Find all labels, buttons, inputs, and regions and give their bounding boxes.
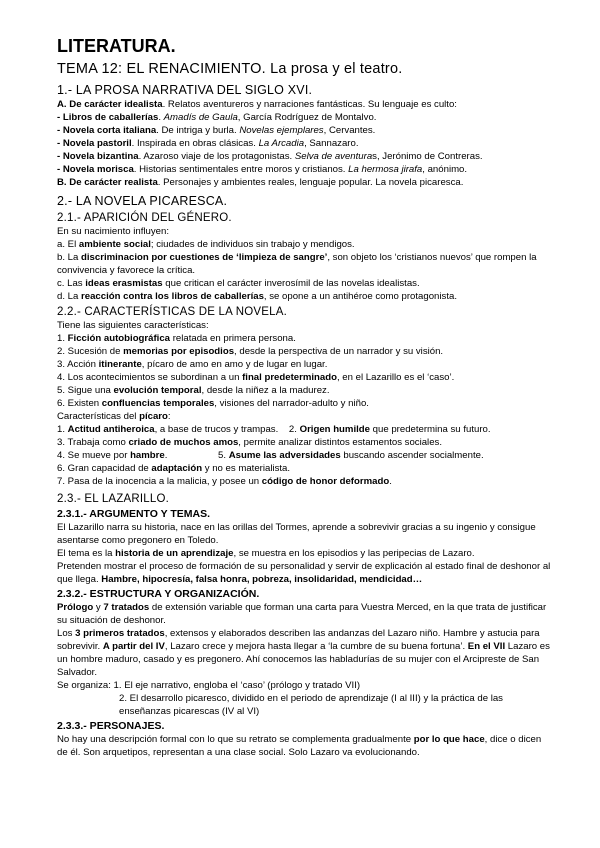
section-1-heading: 1.- LA PROSA NARRATIVA DEL SIGLO XVI. <box>57 83 313 97</box>
list-item: - Novela pastoril. Inspirada en obras clásicas. La Arcadia, Sannazaro. <box>57 138 359 149</box>
list-item: 4. Se mueve por hambre. 5. Asume las adversidades buscando ascender socialmente. <box>57 450 484 461</box>
section-2-2-heading: 2.2.- CARACTERÍSTICAS DE LA NOVELA. <box>57 306 288 318</box>
paragraph: El Lazarillo narra su historia, nace en las orillas del Tormes, aprende a sobrevivir gracias a su ingenio y consigue asentarse como pregonero en Toledo. <box>57 522 536 546</box>
section-2-heading: 2.- LA NOVELA PICARESCA. <box>57 194 228 208</box>
list-item: 4. Los acontecimientos se subordinan a un final predeterminado, en el Lazarillo es el ‘caso’. <box>57 372 455 383</box>
page-subtitle: TEMA 12: EL RENACIMIENTO. La prosa y el teatro. <box>57 61 403 77</box>
section-2-3-heading: 2.3.- EL LAZARILLO. <box>57 493 170 505</box>
list-item: 7. Pasa de la inocencia a la malicia, y posee un código de honor deformado. <box>57 476 392 487</box>
paragraph: No hay una descripción formal con lo que su retrato se complementa gradualmente por lo que hace, dice o dicen de él. Son arquetipos, representan a una clase social. Solo Lazaro va evolucionando. <box>57 734 542 758</box>
paragraph: El tema es la historia de un aprendizaje, se muestra en los episodios y las peripecias de Lazaro. <box>57 548 475 559</box>
list-item: c. Las ideas erasmistas que critican el carácter inverosímil de las novelas idealistas. <box>57 278 420 289</box>
paragraph-organiza: Se organiza: 1. El eje narrativo, engloba el ‘caso’ (prólogo y tratado VII) <box>57 680 361 691</box>
paragraph-organiza-2: 2. El desarrollo picaresco, dividido en el periodo de aprendizaje (I al III) y la práctica de las enseñanzas picarescas (IV al VI) <box>119 693 503 717</box>
list-item: 6. Gran capacidad de adaptación y no es materialista. <box>57 463 291 474</box>
section-2-3-2-heading: 2.3.2.- ESTRUCTURA Y ORGANIZACIÓN. <box>57 588 260 600</box>
list-item: 6. Existen confluencias temporales, visiones del narrador-adulto y niño. <box>57 398 369 409</box>
paragraph: Prólogo y 7 tratados de extensión variable que forman una carta para Vuestra Merced, en la que trata de justificar su situación de deshonor. <box>57 602 547 626</box>
list-item: - Novela bizantina. Azaroso viaje de los protagonistas. Selva de aventuras, Jerónimo de Contreras. <box>57 151 483 162</box>
list-item: 1. Actitud antiheroica, a base de trucos y trampas. 2. Origen humilde que predetermina su futuro. <box>57 424 491 435</box>
list-item: a. El ambiente social; ciudades de individuos sin trabajo y mendigos. <box>57 239 355 250</box>
list-item: - Novela morisca. Historias sentimentales entre moros y cristianos. La hermosa jirafa, anónimo. <box>57 164 468 175</box>
paragraph: Pretenden mostrar el proceso de formación de su personalidad y servir de explicación al estado final de deshonor al que llega. Hambre, hipocresía, falsa honra, pobreza, insolidaridad, mendicidad… <box>57 561 551 585</box>
list-item: 1. Ficción autobiográfica relatada en primera persona. <box>57 333 296 344</box>
list-item: 3. Trabaja como criado de muchos amos, permite analizar distintos estamentos sociales. <box>57 437 442 448</box>
paragraph: Los 3 primeros tratados, extensos y elaborados describen las andanzas del Lazaro niño. Hambre y astucia para sobrevivir. A partir del IV, Lazaro crece y mejora hasta llegar a ‘la cumbre de su buena fortuna’. En el VII Lazaro es un hombre maduro, casado y es pregonero. Ahí conocemos las habladurías de su mujer con el Arcipreste de San Salvador. <box>57 628 550 678</box>
page-title: LITERATURA. <box>57 36 176 56</box>
list-item: - Novela corta italiana. De intriga y burla. Novelas ejemplares, Cervantes. <box>57 125 376 136</box>
document-page <box>57 36 553 759</box>
list-item: 5. Sigue una evolución temporal, desde la niñez a la madurez. <box>57 385 330 396</box>
paragraph-intro: Tiene las siguientes características: <box>57 320 209 331</box>
list-item: 2. Sucesión de memorias por episodios, desde la perspectiva de un narrador y su visión. <box>57 346 444 357</box>
list-item: - Libros de caballerías. Amadís de Gaula, García Rodríguez de Montalvo. <box>57 112 377 123</box>
section-2-3-1-heading: 2.3.1.- ARGUMENTO Y TEMAS. <box>57 508 211 520</box>
paragraph-picaro: Características del pícaro: <box>57 411 171 422</box>
list-item: 3. Acción itinerante, pícaro de amo en amo y de lugar en lugar. <box>57 359 328 370</box>
paragraph-idealista: A. De carácter idealista. Relatos aventureros y narraciones fantásticas. Su lenguaje es culto: <box>57 99 457 110</box>
section-2-3-3-heading: 2.3.3.- PERSONAJES. <box>57 720 165 732</box>
paragraph-intro: En su nacimiento influyen: <box>57 226 169 237</box>
list-item: b. La discriminacion por cuestiones de ‘limpieza de sangre’, son objeto los ‘cristianos nuevos’ que rompen la convivencia y favorece la crítica. <box>57 252 537 276</box>
paragraph-realista: B. De carácter realista. Personajes y ambientes reales, lenguaje popular. La novela picaresca. <box>57 177 464 188</box>
list-item: d. La reacción contra los libros de caballerías, se opone a un antihéroe como protagonista. <box>57 291 457 302</box>
section-2-1-heading: 2.1.- APARICIÓN DEL GÉNERO. <box>57 212 232 224</box>
